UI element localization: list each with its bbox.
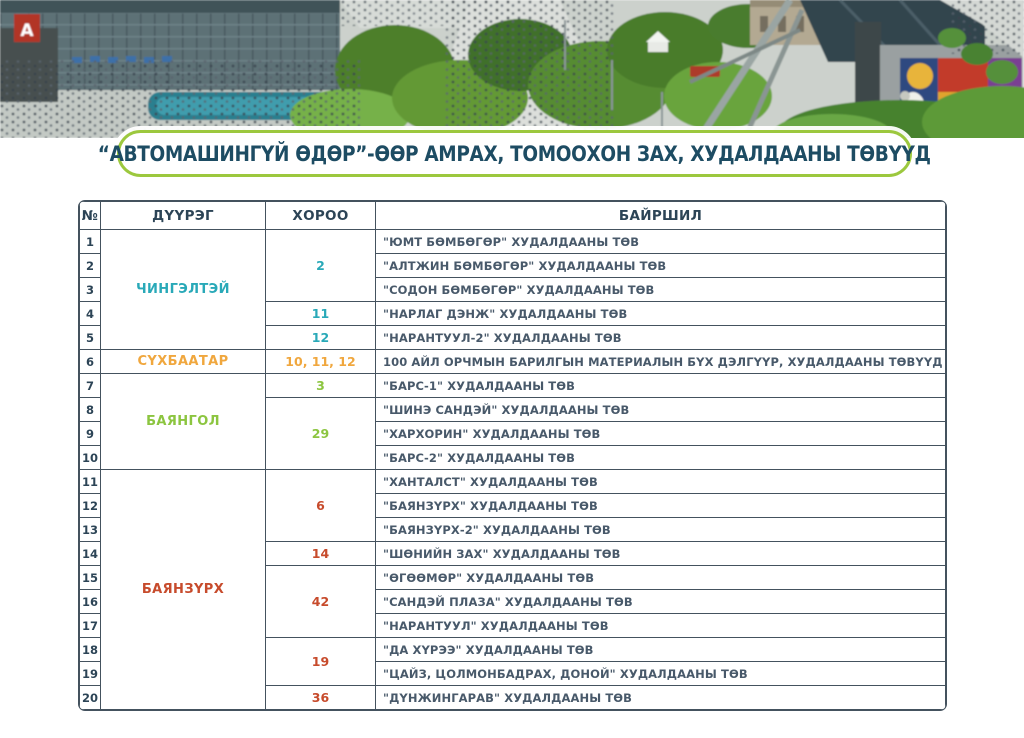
- locations-table-grid: [79, 201, 946, 710]
- khoroo-cell: 2: [266, 230, 376, 302]
- row-number: 3: [80, 278, 101, 302]
- district-cell-sukhbaatar: СҮХБААТАР: [101, 350, 266, 374]
- location-cell: "ЦАЙЗ, ЦОЛМОНБАДРАХ, ДОНОЙ" ХУДАЛДААНЫ ТӨВ: [376, 662, 946, 686]
- location-cell: 100 АЙЛ ОРЧМЫН БАРИЛГЫН МАТЕРИАЛЫН БҮХ ДЭЛГҮҮР, ХУДАЛДААНЫ ТӨВҮҮД: [376, 350, 946, 374]
- location-cell: "БАЯНЗҮРХ" ХУДАЛДААНЫ ТӨВ: [376, 494, 946, 518]
- location-cell: "НАРАНТУУЛ" ХУДАЛДААНЫ ТӨВ: [376, 614, 946, 638]
- svg-text:A: A: [20, 21, 34, 41]
- location-cell: "ӨГӨӨМӨР" ХУДАЛДААНЫ ТӨВ: [376, 566, 946, 590]
- location-cell: "НАРАНТУУЛ-2" ХУДАЛДААНЫ ТӨВ: [376, 326, 946, 350]
- row-number: 9: [80, 422, 101, 446]
- location-cell: "ДА ХҮРЭЭ" ХУДАЛДААНЫ ТӨВ: [376, 638, 946, 662]
- khoroo-cell: 6: [266, 470, 376, 542]
- khoroo-cell: 11: [266, 302, 376, 326]
- row-number: 20: [80, 686, 101, 710]
- location-cell: "ШИНЭ САНДЭЙ" ХУДАЛДААНЫ ТӨВ: [376, 398, 946, 422]
- row-number: 7: [80, 374, 101, 398]
- table-row: [80, 230, 946, 254]
- row-number: 13: [80, 518, 101, 542]
- location-cell: "БАРС-1" ХУДАЛДААНЫ ТӨВ: [376, 374, 946, 398]
- row-number: 12: [80, 494, 101, 518]
- khoroo-cell: 36: [266, 686, 376, 710]
- row-number: 16: [80, 590, 101, 614]
- table-header-row: [80, 202, 946, 230]
- location-cell: "БАРС-2" ХУДАЛДААНЫ ТӨВ: [376, 446, 946, 470]
- table-row: [80, 470, 946, 494]
- khoroo-cell: 29: [266, 398, 376, 470]
- khoroo-cell: 19: [266, 638, 376, 686]
- khoroo-cell: 42: [266, 566, 376, 638]
- location-cell: "ДҮНЖИНГАРАВ" ХУДАЛДААНЫ ТӨВ: [376, 686, 946, 710]
- location-cell: "ЮМТ БӨМБӨГӨР" ХУДАЛДААНЫ ТӨВ: [376, 230, 946, 254]
- location-cell: "САНДЭЙ ПЛАЗА" ХУДАЛДААНЫ ТӨВ: [376, 590, 946, 614]
- row-number: 19: [80, 662, 101, 686]
- district-cell-bayanzurkh: БАЯНЗҮРХ: [101, 470, 266, 710]
- location-cell: "ХАРХОРИН" ХУДАЛДААНЫ ТӨВ: [376, 422, 946, 446]
- district-cell-chingeltei: ЧИНГЭЛТЭЙ: [101, 230, 266, 350]
- title-banner: [98, 130, 931, 177]
- header-no: №: [80, 202, 101, 230]
- khoroo-cell: 14: [266, 542, 376, 566]
- row-number: 8: [80, 398, 101, 422]
- location-cell: "ХАНТАЛСТ" ХУДАЛДААНЫ ТӨВ: [376, 470, 946, 494]
- khoroo-cell: 3: [266, 374, 376, 398]
- row-number: 2: [80, 254, 101, 278]
- row-number: 1: [80, 230, 101, 254]
- row-number: 5: [80, 326, 101, 350]
- khoroo-cell: 10, 11, 12: [266, 350, 376, 374]
- location-cell: "ШӨНИЙН ЗАХ" ХУДАЛДААНЫ ТӨВ: [376, 542, 946, 566]
- row-number: 11: [80, 470, 101, 494]
- khoroo-cell: 12: [266, 326, 376, 350]
- location-cell: "АЛТЖИН БӨМБӨГӨР" ХУДАЛДААНЫ ТӨВ: [376, 254, 946, 278]
- row-number: 15: [80, 566, 101, 590]
- location-cell: "НАРЛАГ ДЭНЖ" ХУДАЛДААНЫ ТӨВ: [376, 302, 946, 326]
- locations-table: [78, 200, 947, 711]
- row-number: 17: [80, 614, 101, 638]
- header-photo: [0, 0, 1024, 138]
- header-khoroo: ХОРОО: [266, 202, 376, 230]
- row-number: 18: [80, 638, 101, 662]
- location-cell: "БАЯНЗҮРХ-2" ХУДАЛДААНЫ ТӨВ: [376, 518, 946, 542]
- header-district: ДҮҮРЭГ: [101, 202, 266, 230]
- city-scene-illustration: [0, 0, 1024, 138]
- row-number: 6: [80, 350, 101, 374]
- location-cell: "СОДОН БӨМБӨГӨР" ХУДАЛДААНЫ ТӨВ: [376, 278, 946, 302]
- row-number: 14: [80, 542, 101, 566]
- page-title: “АВТОМАШИНГҮЙ ӨДӨР”-ӨӨР АМРАХ, ТОМООХОН ЗАХ, ХУДАЛДААНЫ ТӨВҮҮД: [98, 141, 931, 166]
- row-number: 4: [80, 302, 101, 326]
- row-number: 10: [80, 446, 101, 470]
- table-row: [80, 374, 946, 398]
- header-location: БАЙРШИЛ: [376, 202, 946, 230]
- table-row: [80, 350, 946, 374]
- district-cell-bayangol: БАЯНГОЛ: [101, 374, 266, 470]
